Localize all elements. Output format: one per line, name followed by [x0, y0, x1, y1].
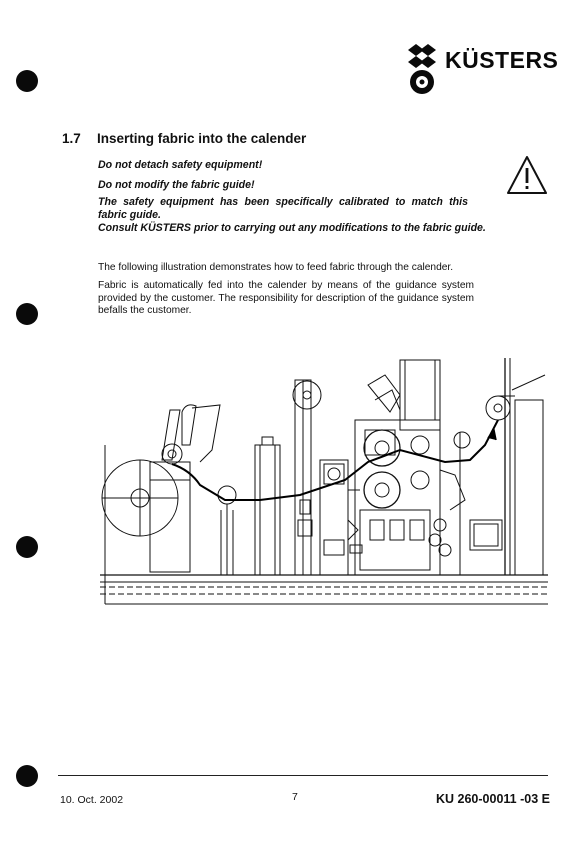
punch-hole-top	[16, 70, 38, 92]
brand-name: KÜSTERS	[445, 47, 559, 73]
warning-line: The safety equipment has been specifically calibrated to match this fabric guide.	[98, 196, 468, 221]
punch-hole-upper-middle	[16, 303, 38, 325]
warning-line: Do not modify the fabric guide!	[98, 179, 255, 191]
punch-hole-bottom	[16, 765, 38, 787]
page-number: 7	[292, 791, 298, 803]
footer-date: 10. Oct. 2002	[60, 794, 124, 806]
document-code: KU 260-00011 -03 E	[436, 792, 550, 806]
section-title: Inserting fabric into the calender	[97, 131, 307, 146]
section-number: 1.7	[62, 131, 81, 146]
warning-triangle-icon	[506, 155, 548, 195]
paragraph: The following illustration demonstrates how to feed fabric through the calender.	[98, 262, 454, 273]
calender-fabric-path-illustration	[100, 350, 550, 618]
footer-rule	[58, 775, 548, 776]
punch-hole-lower-middle	[16, 536, 38, 558]
paragraph: Fabric is automatically fed into the calender by means of the guidance system provided by the customer. The responsibility for description of the guidance system befalls the customer.	[98, 280, 474, 316]
warning-line: Do not detach safety equipment!	[98, 159, 263, 171]
warning-line: Consult KÜSTERS prior to carrying out any modifications to the fabric guide.	[98, 222, 486, 234]
